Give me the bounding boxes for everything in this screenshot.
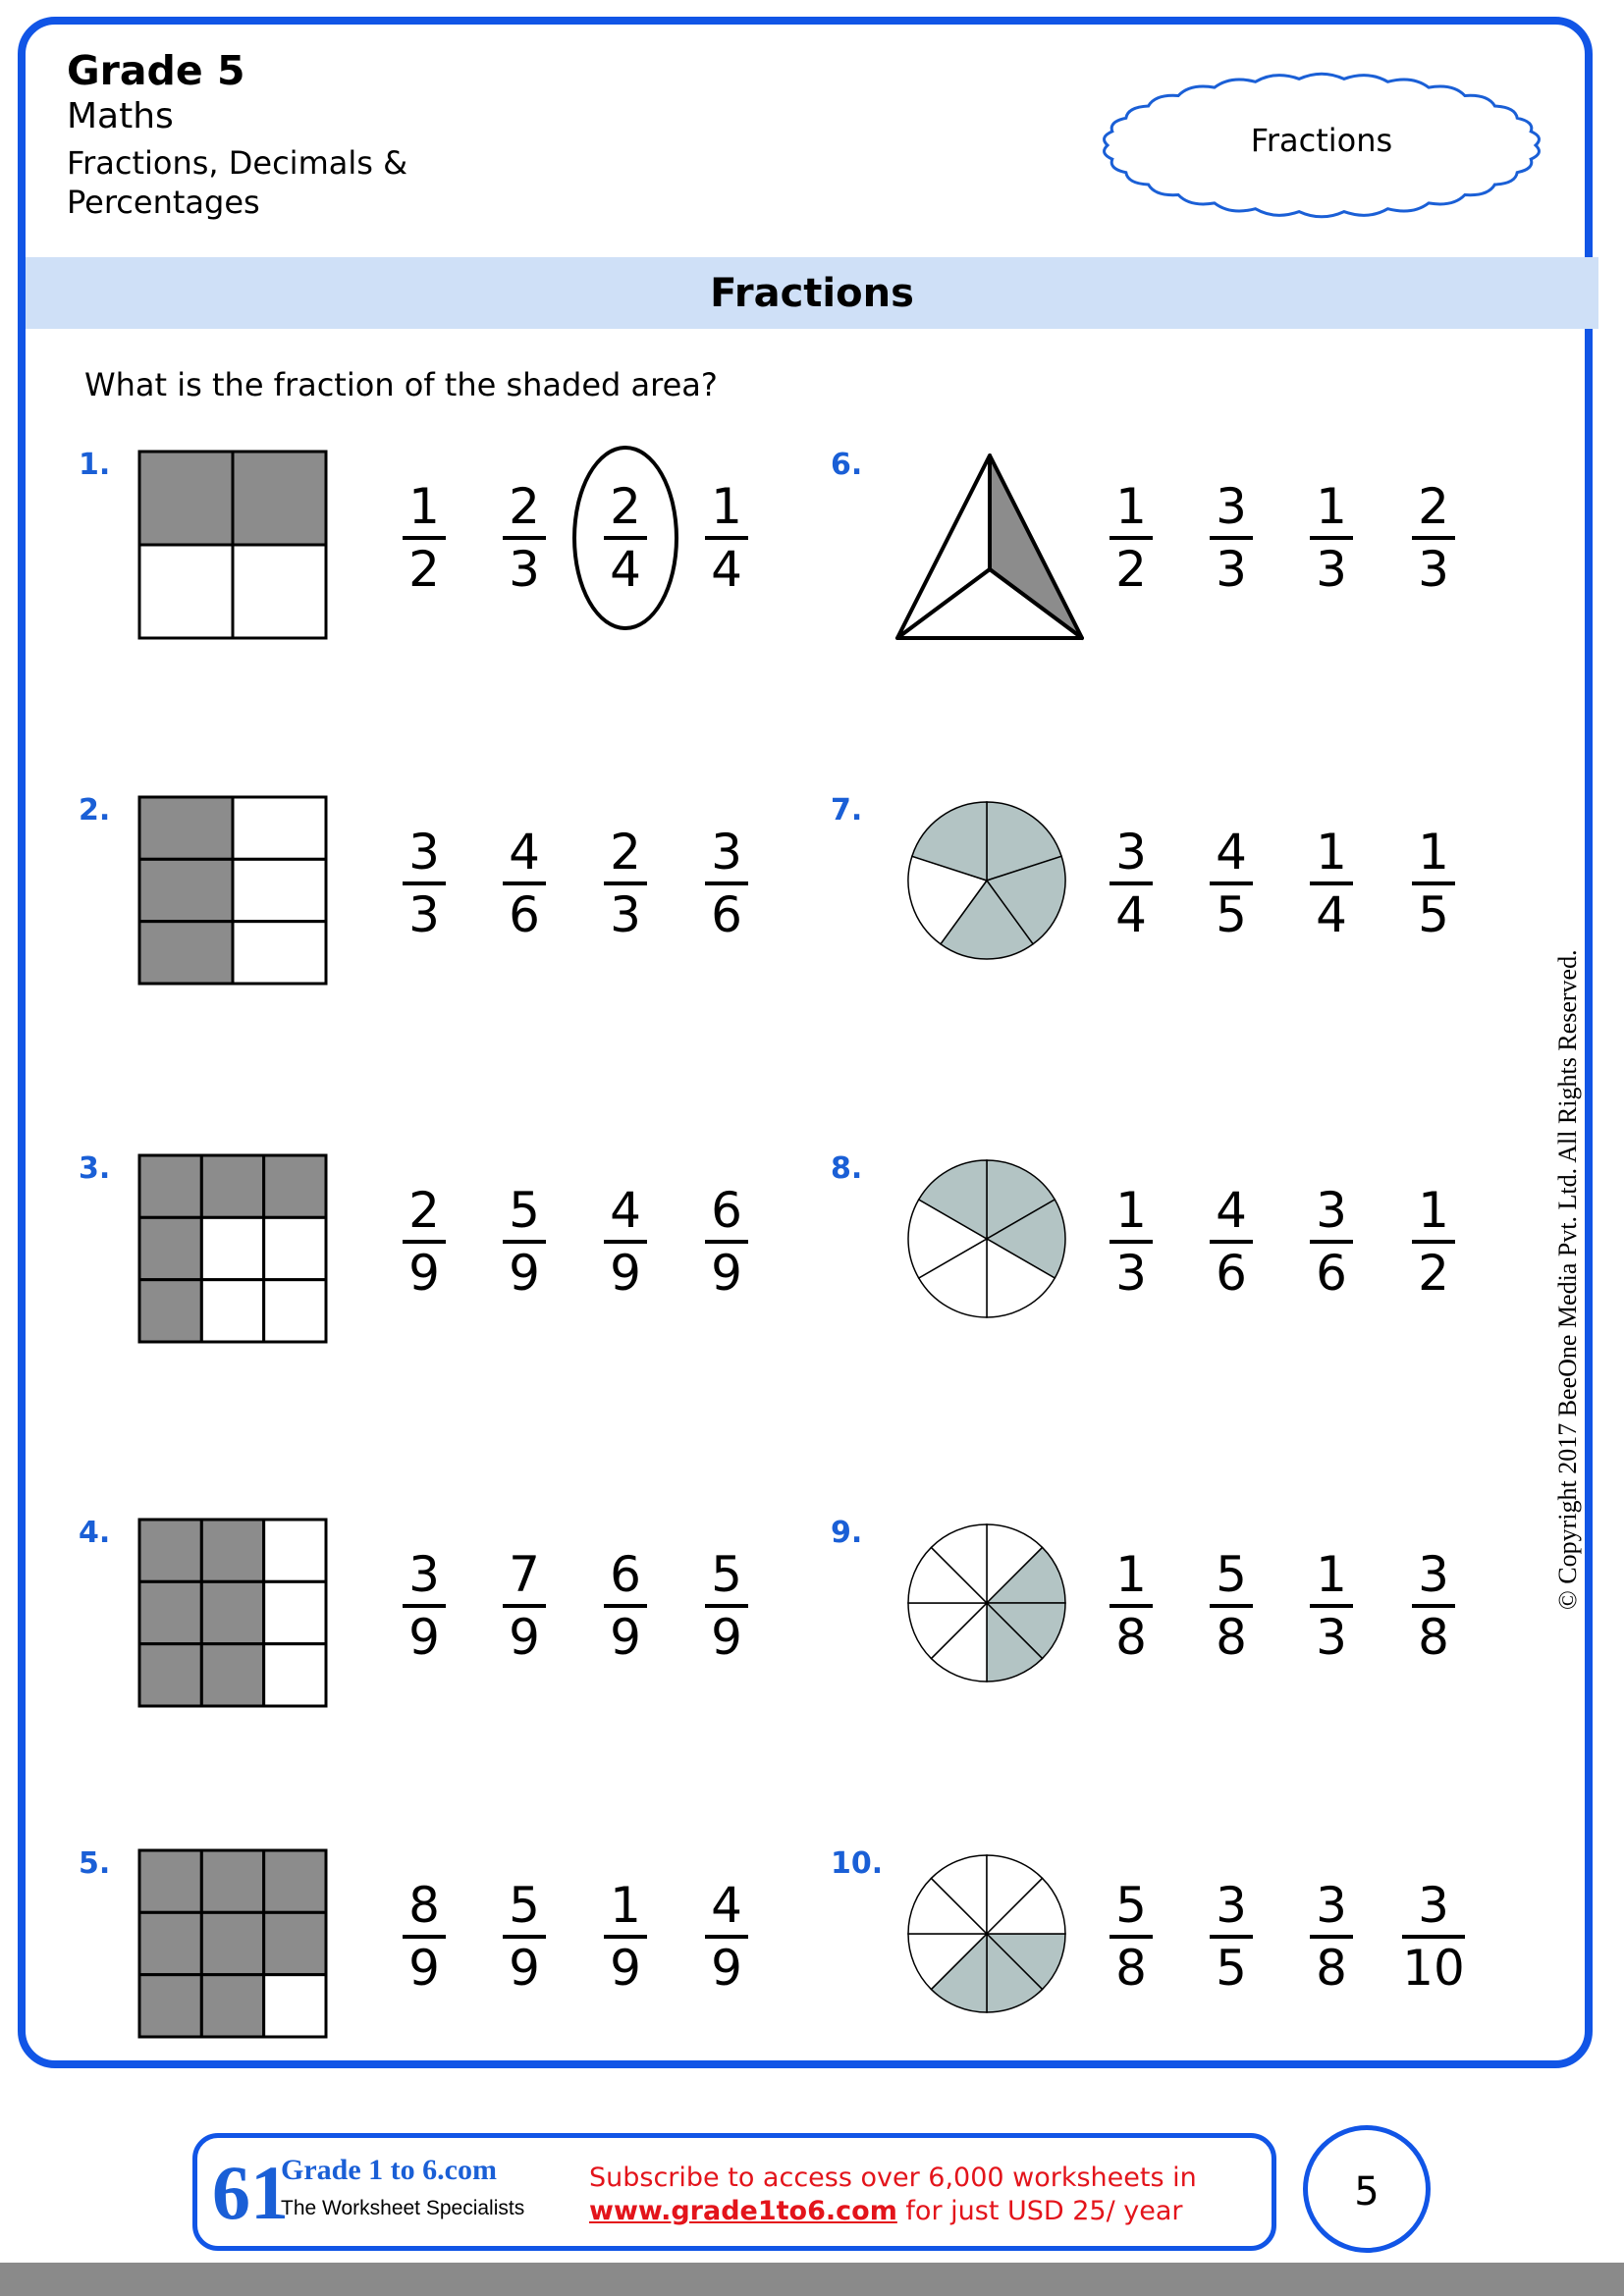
denominator: 9 (509, 1940, 540, 1997)
denominator: 4 (1115, 886, 1147, 943)
numerator: 3 (1216, 478, 1247, 535)
numerator: 2 (610, 824, 641, 881)
denominator: 8 (1418, 1609, 1449, 1666)
denominator: 6 (1316, 1245, 1347, 1302)
grade-label: Grade 5 (67, 47, 245, 94)
logo-mark: 61 (212, 2150, 289, 2235)
numerator: 3 (1316, 1182, 1347, 1239)
grid-cell-shaded (139, 922, 233, 984)
grid-cell-shaded (139, 1850, 201, 1912)
grid-cell-shaded (201, 1581, 263, 1643)
denominator: 9 (509, 1609, 540, 1666)
bottom-strip (0, 2263, 1624, 2296)
grid-cell-shaded (201, 1520, 263, 1581)
answer-option[interactable] (385, 1878, 463, 1996)
denominator: 5 (1418, 886, 1449, 943)
answer-option[interactable] (1292, 825, 1371, 942)
grid-cell-shaded (139, 1280, 201, 1342)
grid-cell (264, 1280, 326, 1342)
numerator: 1 (408, 478, 440, 535)
pie-figure (903, 797, 1070, 964)
numerator: 3 (711, 824, 742, 881)
numerator: 6 (610, 1546, 641, 1603)
answer-option[interactable] (586, 825, 665, 942)
grid-cell-shaded (264, 1850, 326, 1912)
numerator: 5 (509, 1182, 540, 1239)
answer-option[interactable] (385, 479, 463, 597)
numerator: 5 (509, 1877, 540, 1934)
grid-cell-shaded (139, 1912, 201, 1974)
answer-option[interactable] (1192, 825, 1271, 942)
grid-cell-shaded (264, 1155, 326, 1217)
denominator: 9 (408, 1609, 440, 1666)
numerator: 1 (1115, 1546, 1147, 1603)
denominator: 2 (408, 541, 440, 598)
answer-option[interactable] (1394, 1183, 1473, 1301)
denominator: 6 (711, 886, 742, 943)
answer-option[interactable] (485, 479, 564, 597)
denominator: 9 (408, 1940, 440, 1997)
grid-cell (201, 1280, 263, 1342)
answer-option[interactable] (1292, 479, 1371, 597)
topic-label: Fractions, Decimals & Percentages (67, 144, 408, 221)
grid-cell (139, 545, 233, 638)
question-number: 5. (79, 1846, 111, 1881)
denominator: 9 (610, 1245, 641, 1302)
numerator: 4 (711, 1877, 742, 1934)
answer-option[interactable] (586, 1183, 665, 1301)
numerator: 1 (1316, 1546, 1347, 1603)
answer-option[interactable] (586, 1878, 665, 1996)
denominator: 8 (1316, 1940, 1347, 1997)
numerator: 3 (408, 824, 440, 881)
pie-figure (903, 1850, 1070, 2017)
answer-option[interactable] (1192, 1183, 1271, 1301)
numerator: 4 (1216, 824, 1247, 881)
question-number: 7. (831, 793, 863, 828)
numerator: 2 (610, 478, 641, 535)
grid-cell-shaded (201, 1912, 263, 1974)
denominator: 4 (1316, 886, 1347, 943)
numerator: 2 (509, 478, 540, 535)
square-figure (137, 450, 328, 640)
numerator: 5 (1115, 1877, 1147, 1934)
grid-cell (264, 1520, 326, 1581)
grid-cell (264, 1644, 326, 1706)
numerator: 1 (610, 1877, 641, 1934)
answer-option[interactable] (385, 1183, 463, 1301)
answer-option[interactable] (687, 1878, 766, 1996)
answer-option[interactable] (687, 479, 766, 597)
answer-option[interactable] (1394, 1547, 1473, 1665)
numerator: 3 (1418, 1546, 1449, 1603)
numerator: 5 (1216, 1546, 1247, 1603)
grid-cell-shaded (139, 1644, 201, 1706)
denominator: 6 (1216, 1245, 1247, 1302)
numerator: 7 (509, 1546, 540, 1603)
subject-label: Maths (67, 96, 174, 136)
grid-cell (264, 1975, 326, 2037)
numerator: 1 (1418, 824, 1449, 881)
denominator: 8 (1115, 1609, 1147, 1666)
grid-cell (264, 1581, 326, 1643)
denominator: 4 (610, 541, 641, 598)
numerator: 1 (1316, 824, 1347, 881)
answer-option[interactable] (385, 825, 463, 942)
question-number: 1. (79, 448, 111, 482)
denominator: 2 (1115, 541, 1147, 598)
answer-option[interactable] (1292, 1878, 1371, 1996)
numerator: 3 (1115, 824, 1147, 881)
numerator: 4 (610, 1182, 641, 1239)
promo-line-2 (589, 2195, 1218, 2228)
copyright-notice: © Copyright 2017 BeeOne Media Pvt. Ltd. All Rights Reserved. (1553, 949, 1582, 1610)
numerator: 1 (711, 478, 742, 535)
grid-cell-shaded (139, 452, 233, 545)
denominator: 5 (1216, 886, 1247, 943)
promo-line-2-rest: for just USD 25/ year (896, 2196, 1183, 2226)
numerator: 1 (1115, 1182, 1147, 1239)
answer-option[interactable] (687, 1547, 766, 1665)
grid-cell-shaded (139, 1155, 201, 1217)
denominator: 2 (1418, 1245, 1449, 1302)
answer-option[interactable] (687, 825, 766, 942)
grid-figure (137, 1848, 328, 2039)
grid-cell (233, 859, 326, 921)
grid-cell-shaded (201, 1644, 263, 1706)
answer-option[interactable] (1394, 825, 1473, 942)
denominator: 3 (610, 886, 641, 943)
denominator: 9 (610, 1609, 641, 1666)
numerator: 2 (408, 1182, 440, 1239)
numerator: 8 (408, 1877, 440, 1934)
grid-figure (137, 795, 328, 986)
grid-cell (233, 545, 326, 638)
answer-option[interactable] (1092, 1878, 1170, 1996)
denominator: 3 (1316, 541, 1347, 598)
grid-figure (137, 1518, 328, 1708)
page-title: Fractions (710, 271, 914, 316)
grid-cell-shaded (139, 1217, 201, 1279)
grid-cell (233, 797, 326, 859)
grid-cell-shaded (139, 1975, 201, 2037)
question-number: 2. (79, 793, 111, 828)
denominator: 3 (1418, 541, 1449, 598)
answer-option[interactable] (1394, 479, 1473, 597)
grid-cell (201, 1217, 263, 1279)
denominator: 6 (509, 886, 540, 943)
answer-option[interactable] (1092, 479, 1170, 597)
grid-cell-shaded (139, 1581, 201, 1643)
promo-text (589, 2162, 1218, 2228)
answer-option[interactable] (1192, 1878, 1271, 1996)
answer-option[interactable] (1292, 1183, 1371, 1301)
grid-cell-shaded (139, 1520, 201, 1581)
grid-cell (233, 922, 326, 984)
question-number: 8. (831, 1151, 863, 1186)
grid-cell-shaded (201, 1975, 263, 2037)
denominator: 9 (711, 1245, 742, 1302)
pie-figure (903, 1520, 1070, 1686)
grid-cell-shaded (264, 1912, 326, 1974)
numerator: 1 (1316, 478, 1347, 535)
denominator: 8 (1216, 1609, 1247, 1666)
numerator: 1 (1418, 1182, 1449, 1239)
numerator: 2 (1418, 478, 1449, 535)
denominator: 3 (1316, 1609, 1347, 1666)
denominator: 10 (1402, 1940, 1465, 1997)
denominator: 3 (1216, 541, 1247, 598)
promo-line-1: Subscribe to access over 6,000 worksheets in (589, 2163, 1197, 2193)
denominator: 5 (1216, 1940, 1247, 1997)
answer-option[interactable] (1394, 1878, 1473, 1996)
numerator: 4 (1216, 1182, 1247, 1239)
answer-circle-mark (572, 446, 678, 630)
question-number: 3. (79, 1151, 111, 1186)
question-number: 4. (79, 1516, 111, 1550)
answer-option[interactable] (485, 1547, 564, 1665)
grid-cell-shaded (201, 1155, 263, 1217)
answer-option[interactable] (485, 1878, 564, 1996)
grid-figure (137, 1153, 328, 1344)
numerator: 3 (408, 1546, 440, 1603)
answer-option[interactable] (1092, 825, 1170, 942)
answer-option[interactable] (687, 1183, 766, 1301)
numerator: 3 (1418, 1877, 1449, 1934)
grid-cell-shaded (139, 859, 233, 921)
numerator: 5 (711, 1546, 742, 1603)
grid-cell-shaded (201, 1850, 263, 1912)
denominator: 9 (408, 1245, 440, 1302)
answer-option[interactable] (1292, 1547, 1371, 1665)
question-number: 9. (831, 1516, 863, 1550)
numerator: 4 (509, 824, 540, 881)
numerator: 3 (1316, 1877, 1347, 1934)
denominator: 9 (509, 1245, 540, 1302)
denominator: 9 (610, 1940, 641, 1997)
numerator: 6 (711, 1182, 742, 1239)
grid-cell-shaded (233, 452, 326, 545)
denominator: 3 (408, 886, 440, 943)
denominator: 3 (1115, 1245, 1147, 1302)
page-number: 5 (1354, 2169, 1380, 2215)
denominator: 8 (1115, 1940, 1147, 1997)
answer-option[interactable] (1092, 1183, 1170, 1301)
question-number: 6. (831, 448, 863, 482)
answer-option[interactable] (1192, 479, 1271, 597)
answer-option[interactable] (385, 1547, 463, 1665)
grid-cell (264, 1217, 326, 1279)
pie-figure (903, 1155, 1070, 1322)
numerator: 1 (1115, 478, 1147, 535)
logo-tagline: The Worksheet Specialists (281, 2197, 525, 2219)
answer-option[interactable] (1092, 1547, 1170, 1665)
denominator: 4 (711, 541, 742, 598)
triangle-figure (892, 450, 1088, 646)
answer-option[interactable] (485, 825, 564, 942)
answer-option[interactable] (586, 1547, 665, 1665)
denominator: 9 (711, 1940, 742, 1997)
grid-cell-shaded (139, 797, 233, 859)
answer-option[interactable] (1192, 1547, 1271, 1665)
instruction-text: What is the fraction of the shaded area? (84, 366, 718, 403)
answer-option[interactable] (485, 1183, 564, 1301)
promo-link[interactable]: www.grade1to6.com (589, 2196, 897, 2226)
denominator: 9 (711, 1609, 742, 1666)
question-number: 10. (831, 1846, 884, 1881)
logo-name: Grade 1 to 6.com (281, 2154, 497, 2186)
cloud-label: Fractions (1250, 122, 1393, 159)
numerator: 3 (1216, 1877, 1247, 1934)
denominator: 3 (509, 541, 540, 598)
